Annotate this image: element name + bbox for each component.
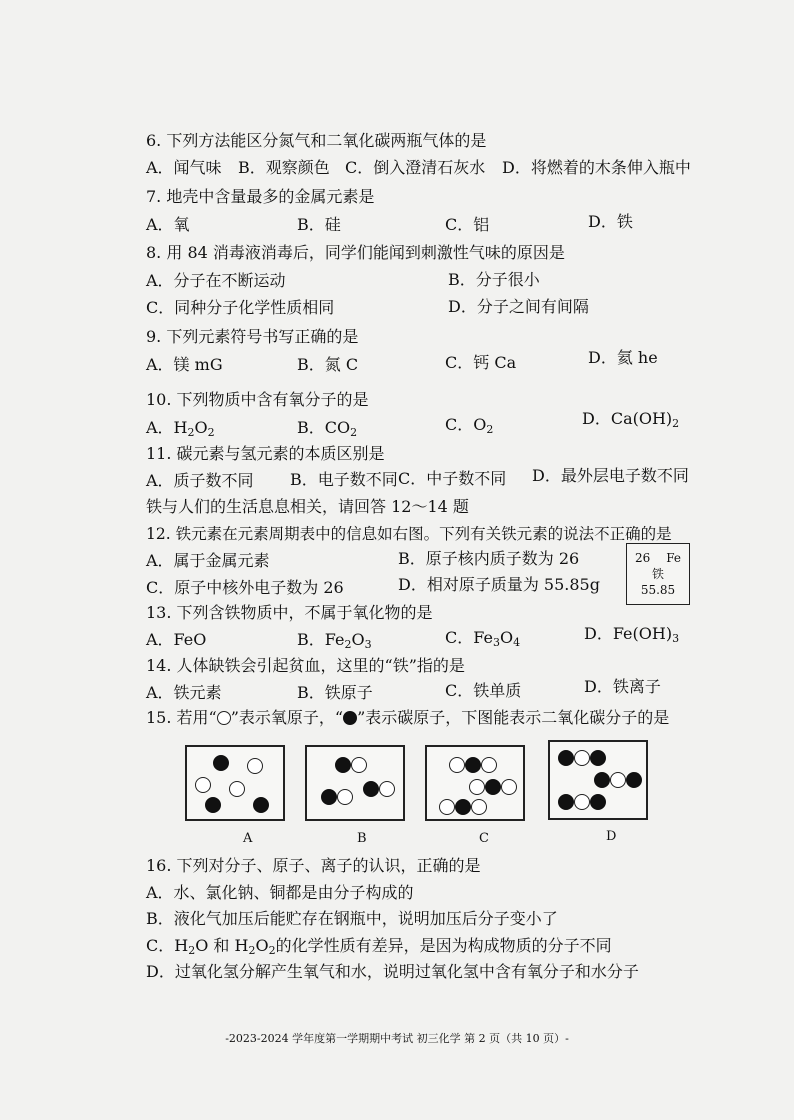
- q9-option-a: A．镁 mG: [146, 355, 223, 374]
- oxygen-atom: [471, 799, 487, 815]
- oxygen-atom: [351, 757, 367, 773]
- q9-option-c: C．钙 Ca: [445, 353, 517, 372]
- q13-option-d: D．$Fe(OH)_3$: [584, 624, 680, 645]
- carbon-atom: [626, 772, 642, 788]
- q11-option-c: C．中子数不同: [398, 469, 507, 488]
- q13-option-c: C．$Fe_3O_4$: [445, 628, 521, 649]
- q6-stem: 6. 下列方法能区分氮气和二氧化碳两瓶气体的是: [146, 131, 487, 150]
- q14-option-a: A．铁元素: [146, 683, 222, 702]
- q7-option-a: A．氧: [146, 215, 190, 234]
- carbon-atom: [335, 757, 351, 773]
- q14-stem: 14. 人体缺铁会引起贫血，这里的“铁”指的是: [146, 656, 465, 675]
- q8-option-d: D．分子之间有间隔: [448, 297, 589, 316]
- q8-option-c: C．同种分子化学性质相同: [146, 298, 335, 317]
- q7-option-b: B．硅: [297, 215, 341, 234]
- carbon-atom: [485, 779, 501, 795]
- carbon-atom: [558, 794, 574, 810]
- q10-option-b: B．$CO_2$: [297, 418, 358, 439]
- oxygen-atom: [574, 794, 590, 810]
- q8-stem: 8. 用 84 消毒液消毒后，同学们能闻到刺激性气味的原因是: [146, 243, 565, 262]
- box-label-b: B: [357, 831, 367, 846]
- carbon-atom: [213, 755, 229, 771]
- q10-option-d: D．$Ca(OH)_2$: [582, 409, 680, 430]
- q14-option-c: C．铁单质: [445, 681, 522, 700]
- page-footer: -2023-2024 学年度第一学期期中考试 初三化学 第 2 页（共 10 页）-: [225, 1032, 569, 1045]
- q6-option-d: D．将燃着的木条伸入瓶中: [502, 158, 691, 177]
- carbon-atom: [205, 797, 221, 813]
- q16-option-c: C．$H_2O$ 和 $H_2O_2$的化学性质有差异，是因为构成物质的分子不同: [146, 936, 612, 957]
- carbon-atom: [465, 757, 481, 773]
- oxygen-atom: [439, 799, 455, 815]
- q16-stem: 16. 下列对分子、原子、离子的认识，正确的是: [146, 856, 481, 875]
- iron-element-card: [626, 543, 690, 605]
- q10-option-c: C．$O_2$: [445, 415, 494, 436]
- q12-stem: 12. 铁元素在元素周期表中的信息如右图。下列有关铁元素的说法不正确的是: [146, 525, 672, 543]
- q7-option-c: C．铝: [445, 215, 490, 234]
- oxygen-atom: [481, 757, 497, 773]
- atomic-number: 26: [634, 551, 651, 565]
- carbon-atom: [363, 781, 379, 797]
- q7-stem: 7. 地壳中含量最多的金属元素是: [146, 187, 375, 206]
- q13-option-b: B．$Fe_2O_3$: [297, 630, 372, 651]
- q9-option-d: D．氦 he: [588, 348, 658, 367]
- q6-option-b: B．观察颜色: [238, 158, 330, 177]
- q10-option-a: A．$H_2O_2$: [146, 418, 215, 439]
- q11-stem: 11. 碳元素与氢元素的本质区别是: [146, 444, 385, 463]
- q11-option-d: D．最外层电子数不同: [532, 466, 689, 485]
- oxygen-atom: [449, 757, 465, 773]
- q11-option-b: B．电子数不同: [290, 470, 398, 489]
- oxygen-atom: [574, 750, 590, 766]
- q9-option-b: B．氮 C: [297, 355, 359, 374]
- box-label-a: A: [243, 831, 253, 846]
- molecule-box-a: [185, 745, 285, 821]
- molecule-box-d: [548, 740, 648, 820]
- q12-option-a: A．属于金属元素: [146, 551, 270, 570]
- carbon-atom-legend: [343, 711, 357, 725]
- q12-option-c: C．原子中核外电子数为 26: [146, 578, 344, 597]
- q14-option-d: D．铁离子: [584, 677, 661, 696]
- carbon-atom: [594, 772, 610, 788]
- q14-option-b: B．铁原子: [297, 683, 373, 702]
- carbon-atom: [590, 794, 606, 810]
- q11-option-a: A．质子数不同: [146, 471, 254, 490]
- element-symbol: Fe: [666, 551, 682, 565]
- q6-option-a: A．闻气味: [146, 158, 222, 177]
- carbon-atom: [253, 797, 269, 813]
- q12-option-b: B．原子核内质子数为 26: [398, 549, 580, 568]
- q13-option-a: A．FeO: [146, 630, 207, 649]
- carbon-atom: [455, 799, 471, 815]
- oxygen-atom: [337, 789, 353, 805]
- q15-stem: 15. 若用“ ”表示氧原子，“ ”表示碳原子，下图能表示二氧化碳分子的是: [146, 708, 670, 727]
- oxygen-atom: [229, 781, 245, 797]
- oxygen-atom: [195, 777, 211, 793]
- q16-option-b: B．液化气加压后能贮存在钢瓶中，说明加压后分子变小了: [146, 909, 558, 928]
- q9-stem: 9. 下列元素符号书写正确的是: [146, 327, 359, 346]
- oxygen-atom-legend: [217, 711, 231, 725]
- oxygen-atom: [379, 781, 395, 797]
- molecule-box-b: [305, 745, 405, 821]
- q10-stem: 10. 下列物质中含有氧分子的是: [146, 390, 369, 409]
- oxygen-atom: [469, 779, 485, 795]
- q12-option-d: D．相对原子质量为 55.85g: [398, 575, 600, 594]
- iron-intro: 铁与人们的生活息息相关，请回答 12～14 题: [146, 497, 469, 516]
- oxygen-atom: [247, 758, 263, 774]
- oxygen-atom: [610, 772, 626, 788]
- q16-option-a: A．水、氯化钠、铜都是由分子构成的: [146, 883, 414, 902]
- oxygen-atom: [501, 779, 517, 795]
- element-name: 铁: [651, 567, 664, 581]
- box-label-c: C: [479, 831, 489, 846]
- q8-option-b: B．分子很小: [448, 270, 540, 289]
- q7-option-d: D．铁: [588, 212, 633, 231]
- q13-stem: 13. 下列含铁物质中，不属于氧化物的是: [146, 603, 433, 622]
- carbon-atom: [590, 750, 606, 766]
- q16-option-d: D．过氧化氢分解产生氧气和水，说明过氧化氢中含有氧分子和水分子: [146, 962, 639, 981]
- carbon-atom: [321, 789, 337, 805]
- q8-option-a: A．分子在不断运动: [146, 271, 286, 290]
- molecule-box-c: [425, 745, 525, 821]
- q6-option-c: C．倒入澄清石灰水: [345, 158, 486, 177]
- box-label-d: D: [606, 829, 617, 844]
- atomic-mass: 55.85: [640, 583, 676, 597]
- carbon-atom: [558, 750, 574, 766]
